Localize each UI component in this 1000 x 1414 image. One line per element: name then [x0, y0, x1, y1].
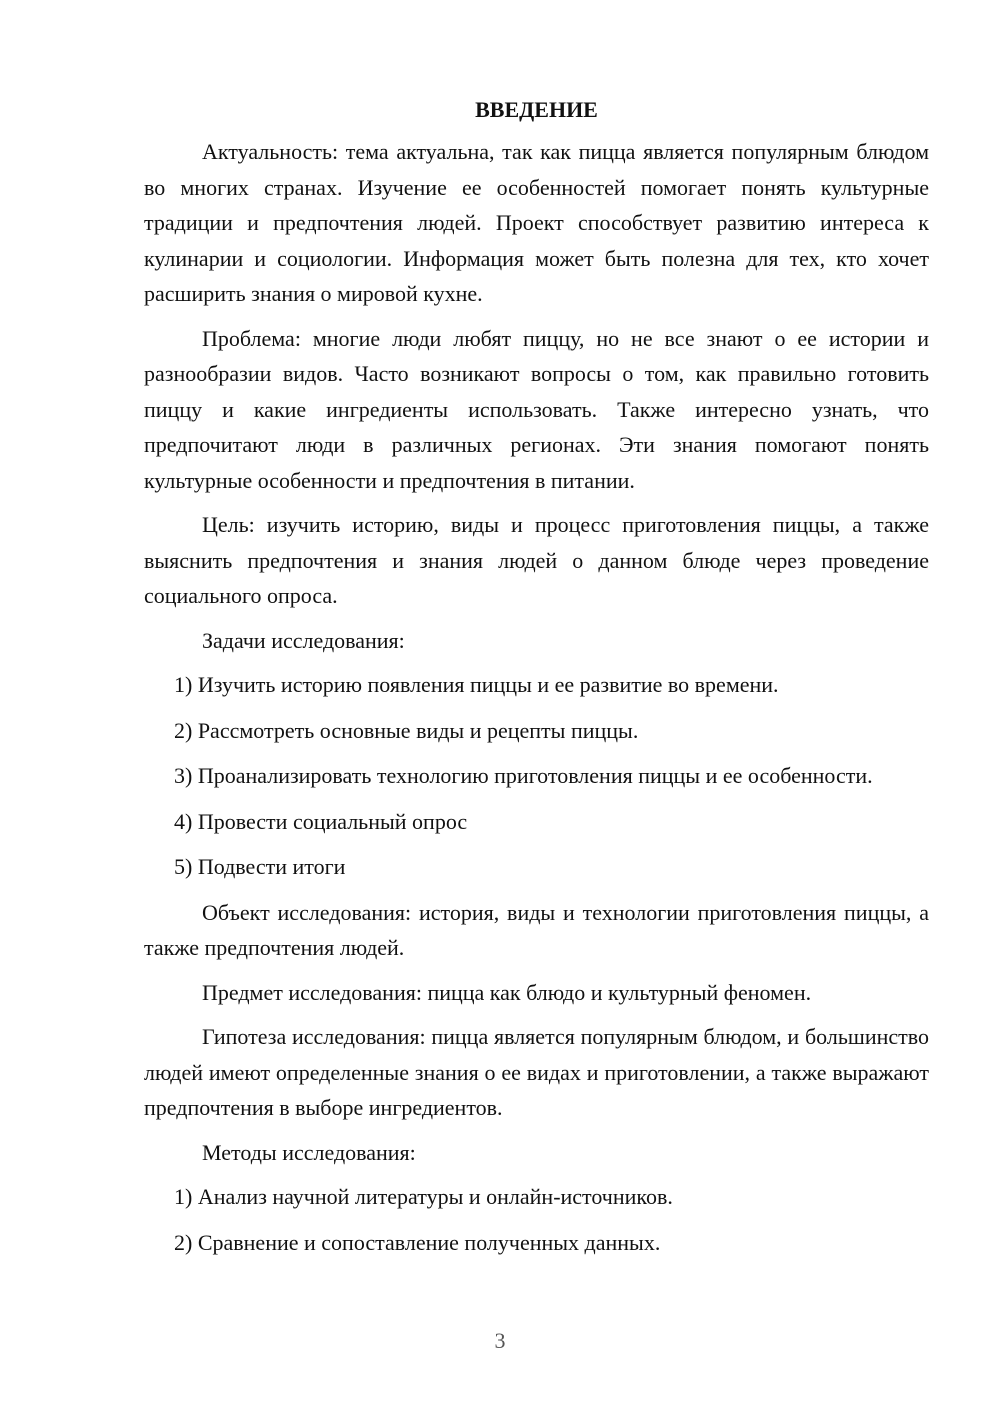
method-item: 2) Сравнение и сопоставление полученных данных.	[174, 1229, 661, 1255]
paragraph-hypothesis: Гипотеза исследования: пицца является популярным блюдом, и большинство людей имеют определенные знания о ее видах и приготовлении, а также выражают предпочтения в выборе ингредиентов.	[144, 1024, 929, 1120]
page-number: 3	[494, 1328, 506, 1353]
task-item: 3) Проанализировать технологию приготовления пиццы и ее особенности.	[174, 763, 873, 788]
task-item: 2) Рассмотреть основные виды и рецепты пиццы.	[174, 717, 639, 743]
method-item: 1) Анализ научной литературы и онлайн-источников.	[174, 1184, 673, 1209]
task-item: 5) Подвести итоги	[174, 854, 346, 879]
task-item: 4) Провести социальный опрос	[174, 808, 468, 834]
paragraph-object: Объект исследования: история, виды и технологии приготовления пиццы, а также предпочтения людей.	[144, 899, 929, 960]
methods-heading: Методы исследования:	[202, 1139, 416, 1165]
paragraph-problem: Проблема: многие люди любят пиццу, но не все знают о ее истории и разнообразии видов. Часто возникают вопросы о том, как правильно готовить пиццу и какие ингредиенты использовать. Также интересно узнать, что предпочитают люди в различных регионах. Эти знания помогают понять культурные особенности и предпочтения в питании.	[144, 325, 929, 493]
tasks-heading: Задачи исследования:	[202, 627, 405, 653]
paragraph-subject: Предмет исследования: пицца как блюдо и культурный феномен.	[202, 979, 812, 1005]
section-title: ВВЕДЕНИЕ	[475, 97, 598, 122]
paragraph-goal: Цель: изучить историю, виды и процесс приготовления пиццы, а также выяснить предпочтения и знания людей о данном блюде через проведение социального опроса.	[144, 512, 929, 608]
task-item: 1) Изучить историю появления пиццы и ее развитие во времени.	[174, 672, 779, 697]
document-page	[144, 92, 929, 1270]
paragraph-relevance: Актуальность: тема актуальна, так как пицца является популярным блюдом во многих странах. Изучение ее особенностей помогает понять культурные традиции и предпочтения людей. Проект способствует развитию интереса к кулинарии и социологии. Информация может быть полезна для тех, кто хочет расширить знания о мировой кухне.	[144, 139, 929, 306]
